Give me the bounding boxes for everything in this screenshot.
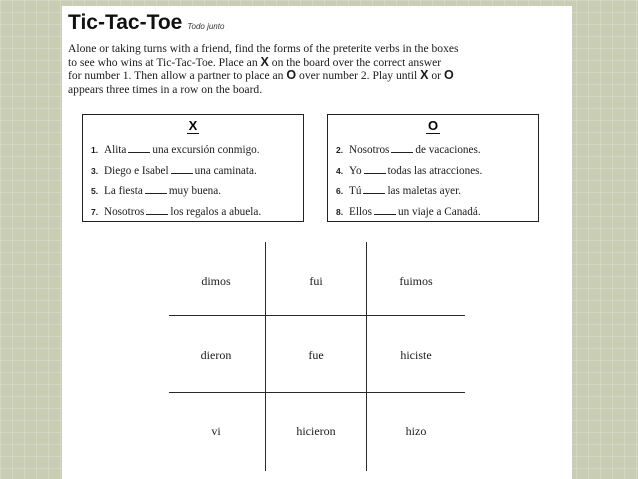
question-rest: todas las atracciones.: [387, 164, 483, 177]
instructions: [68, 42, 493, 96]
question-rest: de vacaciones.: [415, 144, 481, 156]
question-item: [336, 181, 538, 202]
x-symbol: X: [260, 54, 269, 69]
answer-blank: [146, 205, 168, 215]
o-symbol: O: [443, 68, 454, 83]
tic-tac-toe-board: [169, 242, 465, 471]
title-row: [68, 11, 224, 35]
question-subject: Diego e Isabel: [104, 164, 169, 177]
instructions-text: or: [431, 69, 442, 83]
question-item: [91, 181, 303, 202]
question-rest: muy buena.: [168, 185, 222, 197]
instructions-text: on the board over the correct answer: [271, 55, 442, 69]
question-item: [336, 140, 538, 161]
x-question-list: [83, 140, 303, 222]
board-cell[interactable]: hizo: [405, 424, 427, 438]
o-question-list: [328, 140, 538, 222]
question-item: [336, 161, 538, 182]
question-subject: Alita: [104, 144, 127, 156]
answer-blank: [363, 184, 385, 194]
instructions-text: to see who wins at Tic-Tac-Toe. Place an: [68, 55, 258, 69]
board-divider-vertical: [265, 242, 266, 471]
question-number: 5.: [91, 186, 99, 196]
page-subtitle: Todo junto: [187, 22, 225, 31]
question-number: 1.: [91, 145, 99, 155]
answer-blank: [374, 205, 396, 215]
x-symbol: X: [420, 68, 429, 83]
board-cell[interactable]: dieron: [200, 348, 232, 362]
board-cell[interactable]: fue: [308, 348, 324, 362]
answer-blank: [171, 164, 193, 174]
question-item: [91, 202, 303, 223]
question-rest: una caminata.: [194, 164, 257, 177]
instructions-line-4: appears three times in a row on the board.: [68, 82, 263, 96]
instructions-text: for number 1. Then allow a partner to place an: [68, 69, 284, 83]
instructions-line-2: [68, 56, 493, 70]
question-subject: Yo: [349, 164, 362, 177]
question-number: 7.: [91, 206, 99, 217]
board-cell[interactable]: fuimos: [399, 274, 433, 288]
instructions-text: over number 2. Play until: [299, 69, 418, 83]
o-box-header: [328, 119, 538, 133]
board-cell[interactable]: hicieron: [296, 424, 336, 438]
question-subject: Tú: [349, 185, 362, 197]
o-questions-box: [327, 114, 539, 222]
question-item: [91, 161, 303, 182]
answer-blank: [128, 143, 150, 153]
question-item: [336, 202, 538, 223]
question-number: 2.: [336, 145, 344, 155]
answer-blank: [364, 164, 386, 174]
x-box-header-label: X: [188, 118, 198, 133]
answer-blank: [391, 143, 413, 153]
board-divider-horizontal: [169, 392, 465, 393]
question-number: 8.: [336, 206, 344, 217]
board-cell[interactable]: vi: [211, 424, 221, 438]
board-cell[interactable]: fui: [309, 274, 323, 288]
question-number: 3.: [91, 165, 99, 176]
question-rest: un viaje a Canadá.: [398, 205, 481, 218]
o-box-header-label: O: [427, 118, 439, 133]
o-symbol: O: [286, 68, 297, 83]
question-rest: una excursión conmigo.: [152, 144, 260, 156]
question-subject: Ellos: [349, 205, 372, 218]
board-cell[interactable]: dimos: [201, 274, 231, 288]
instructions-line-1: Alone or taking turns with a friend, find the forms of the preterite verbs in the boxes: [68, 42, 459, 55]
board-cell[interactable]: hiciste: [400, 348, 432, 362]
board-divider-horizontal: [169, 315, 465, 316]
question-number: 4.: [336, 165, 344, 176]
question-rest: las maletas ayer.: [387, 185, 462, 197]
question-item: [91, 140, 303, 161]
board-divider-vertical: [366, 242, 367, 471]
x-box-header: [83, 119, 303, 133]
instructions-line-3: [68, 69, 493, 83]
x-questions-box: [82, 114, 304, 222]
question-subject: Nosotros: [349, 144, 390, 156]
question-subject: Nosotros: [104, 205, 145, 218]
question-number: 6.: [336, 186, 344, 196]
question-subject: La fiesta: [104, 185, 143, 197]
worksheet-page: [62, 6, 572, 479]
answer-blank: [145, 184, 167, 194]
question-rest: los regalos a abuela.: [170, 205, 262, 218]
page-title: Tic-Tac-Toe: [68, 11, 183, 34]
